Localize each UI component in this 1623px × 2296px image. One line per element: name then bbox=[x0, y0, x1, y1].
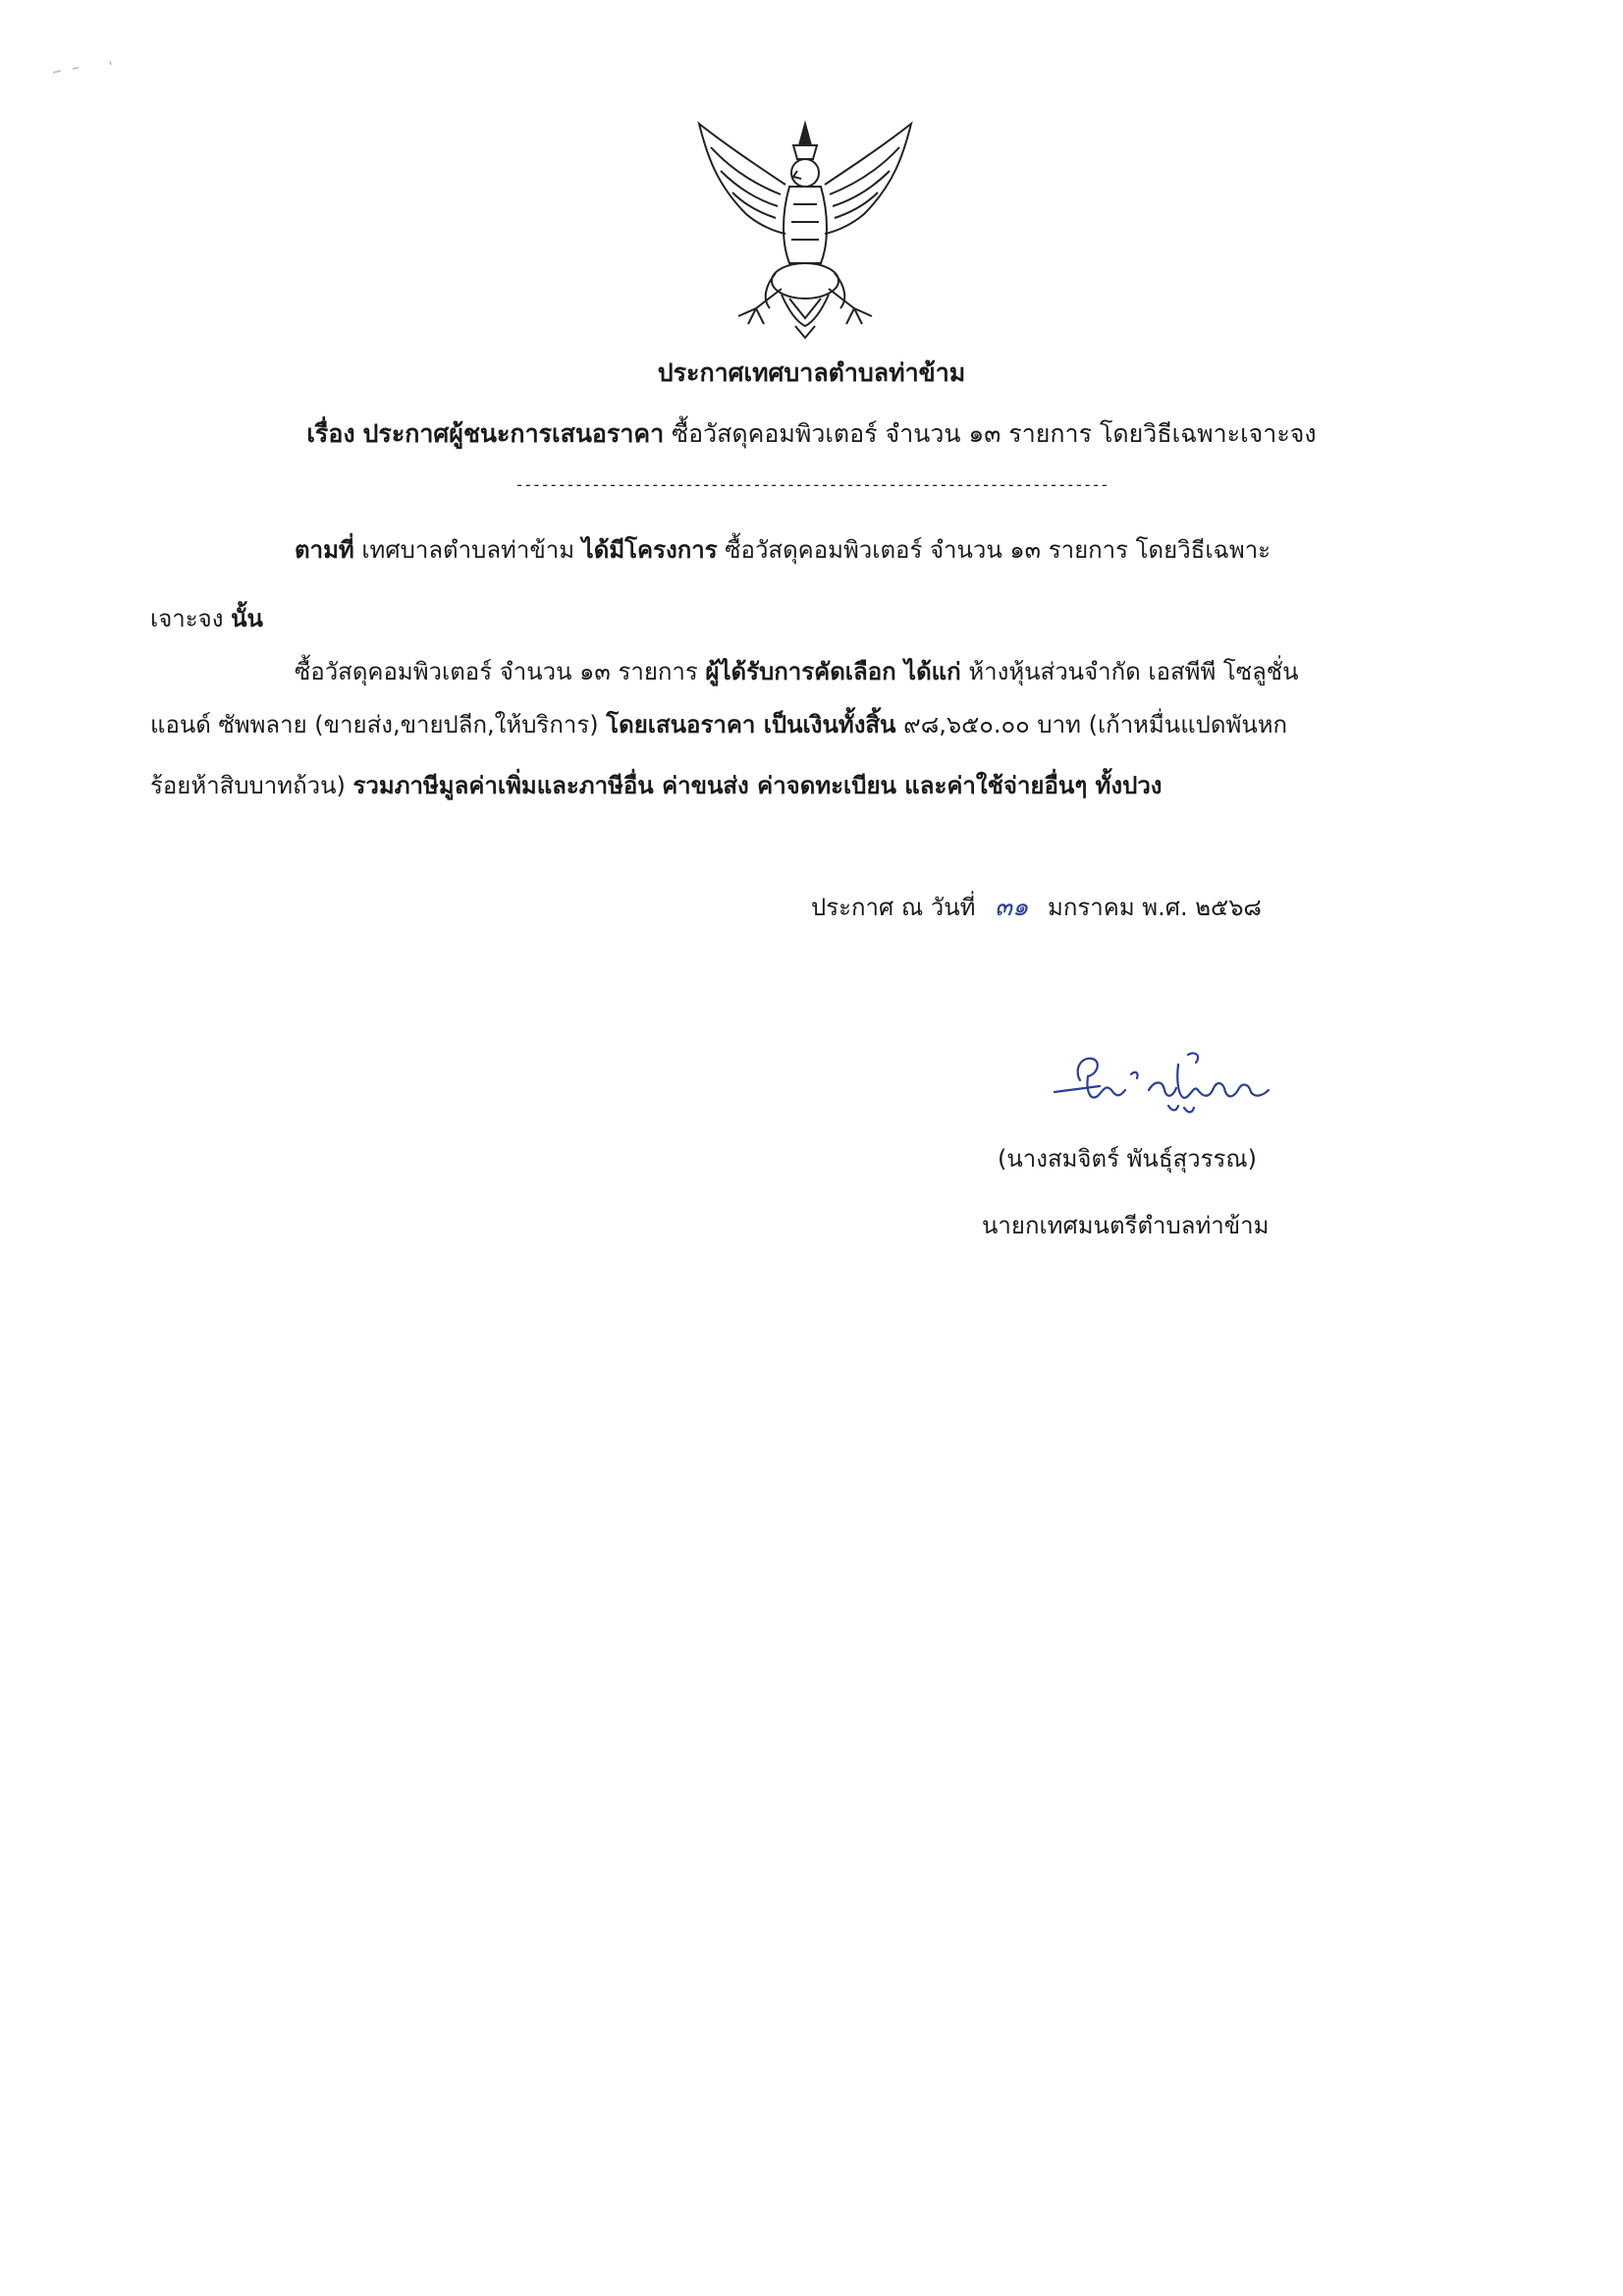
issuing-agency-heading: ประกาศเทศบาลตำบลท่าข้าม bbox=[657, 358, 966, 387]
p2-vendor: ห้างหุ้นส่วนจำกัด เอสพีพี โซลูชั่น bbox=[968, 658, 1299, 685]
p1-project-label: ได้มีโครงการ bbox=[581, 536, 718, 564]
paragraph-2-line-2 bbox=[150, 707, 1287, 742]
p2-tax-note: รวมภาษีมูลค่าเพิ่มและภาษีอื่น ค่าขนส่ง ค่าจดทะเบียน และค่าใช้จ่ายอื่นๆ ทั้งปวง bbox=[352, 772, 1163, 799]
signatory-title: นายกเทศมนตรีตำบลท่าข้าม bbox=[982, 1212, 1270, 1239]
subject-line bbox=[0, 416, 1623, 452]
date-month-year: มกราคม พ.ศ. ๒๕๖๘ bbox=[1048, 894, 1262, 921]
handwritten-signature bbox=[1041, 1041, 1286, 1139]
paragraph-2-line-1 bbox=[295, 654, 1299, 689]
subject-label: เรื่อง bbox=[306, 419, 355, 448]
subject-title-bold: ประกาศผู้ชนะการเสนอราคา bbox=[362, 419, 665, 448]
handwritten-day: ๓๑ bbox=[995, 893, 1029, 922]
p1-continuation: เจาะจง bbox=[150, 605, 224, 632]
announcement-date bbox=[811, 890, 1262, 925]
p2-vendor-cont: แอนด์ ซัพพลาย (ขายส่ง,ขายปลีก,ให้บริการ) bbox=[150, 711, 599, 738]
paragraph-1-line-2 bbox=[150, 601, 263, 636]
signatory-name: (นางสมจิตร์ พันธุ์สุวรรณ) bbox=[998, 1145, 1258, 1173]
p1-end-bold: นั้น bbox=[231, 605, 263, 632]
p2-selected-label: ผู้ได้รับการคัดเลือก ได้แก่ bbox=[705, 658, 961, 685]
p2-item: ซื้อวัสดุคอมพิวเตอร์ จำนวน ๑๓ รายการ bbox=[295, 658, 698, 685]
p2-price-amount: ๙๘,๖๕๐.๐๐ บาท (เก้าหมื่นแปดพันหก bbox=[903, 711, 1288, 738]
paragraph-1-line-1 bbox=[295, 532, 1271, 568]
p1-lead-bold: ตามที่ bbox=[295, 536, 354, 564]
garuda-emblem bbox=[687, 116, 923, 342]
p1-agency: เทศบาลตำบลท่าข้าม bbox=[361, 536, 575, 564]
p1-project-desc: ซื้อวัสดุคอมพิวเตอร์ จำนวน ๑๓ รายการ โดยวิธีเฉพาะ bbox=[725, 536, 1271, 564]
p2-price-words-end: ร้อยห้าสิบบาทถ้วน) bbox=[150, 772, 346, 799]
paragraph-2-line-3 bbox=[150, 768, 1163, 803]
date-label: ประกาศ ณ วันที่ bbox=[811, 894, 976, 921]
p2-price-label: โดยเสนอราคา เป็นเงินทั้งสิ้น bbox=[606, 711, 896, 738]
scan-artifact-mark bbox=[51, 59, 120, 79]
subject-title-rest: ซื้อวัสดุคอมพิวเตอร์ จำนวน ๑๓ รายการ โดยวิธีเฉพาะเจาะจง bbox=[672, 419, 1317, 448]
dashed-separator: ---------------------------------------------------------------------- bbox=[514, 475, 1109, 494]
